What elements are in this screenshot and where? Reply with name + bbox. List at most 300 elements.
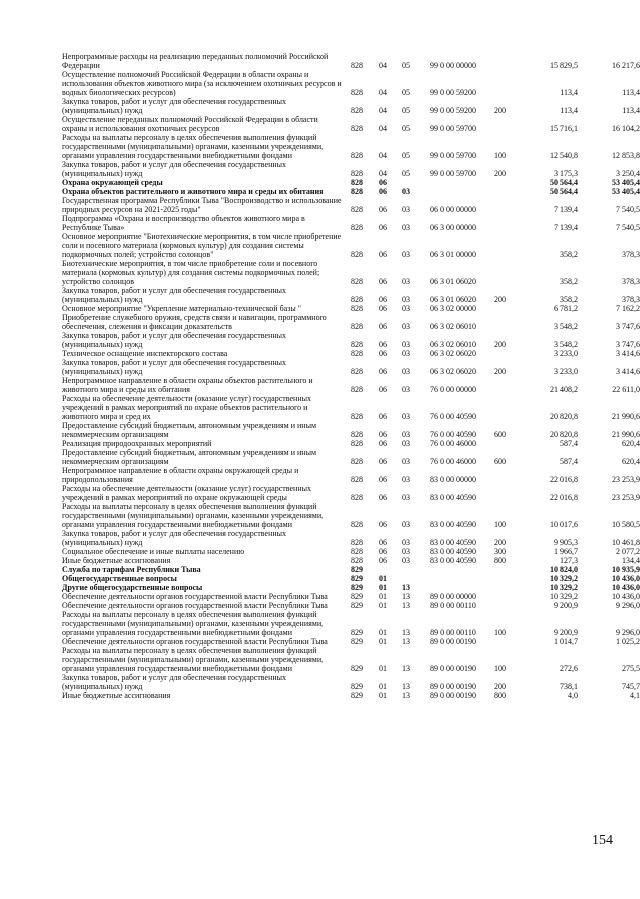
row-amount-year1: 22 016,8	[550, 493, 578, 502]
row-target-article: 89 0 00 00110	[430, 628, 476, 637]
row-admin-code: 829	[351, 628, 363, 637]
row-expense-type	[488, 187, 512, 196]
row-section: 06	[379, 367, 387, 376]
row-subsection: 03	[402, 223, 410, 232]
row-section: 06	[379, 277, 387, 286]
row-subsection: 03	[402, 493, 410, 502]
row-expense-type: 300	[494, 547, 506, 556]
row-amount-year1: 272,6	[560, 664, 578, 673]
row-section: 06	[379, 304, 387, 313]
table-row	[62, 448, 640, 466]
row-target-article: 06 3 01 06020	[430, 277, 476, 286]
row-name: Расходы на обеспечение деятельности (оказание услуг) государственных учреждений в рамках мероприятий по охране объектов растительного и животного мира и сред их	[62, 394, 311, 421]
row-amount-year2: 3 414,6	[616, 349, 640, 358]
row-amount-year2: 7 540,5	[616, 205, 640, 214]
row-amount-year1: 3 233,0	[554, 367, 578, 376]
row-expense-type	[488, 466, 512, 484]
row-admin-code: 828	[351, 340, 363, 349]
row-expense-type: 100	[494, 520, 506, 529]
row-amount-year2: 3 747,6	[616, 340, 640, 349]
table-row	[62, 565, 640, 574]
row-section: 06	[379, 340, 387, 349]
row-section: 04	[379, 106, 387, 115]
table-row	[62, 358, 640, 376]
row-admin-code: 829	[351, 601, 363, 610]
row-subsection: 05	[402, 124, 410, 133]
row-amount-year2: 3 414,6	[616, 367, 640, 376]
row-section: 01	[379, 628, 387, 637]
row-section: 01	[379, 583, 387, 592]
row-name: Непрограммное направление в области охраны окружающей среды и природопользования	[62, 466, 299, 484]
row-admin-code: 828	[351, 178, 363, 187]
row-target-article: 83 0 00 40590	[430, 547, 476, 556]
row-amount-year1: 10 017,6	[550, 520, 578, 529]
row-amount-year2: 620,4	[622, 439, 640, 448]
row-subsection: 03	[402, 340, 410, 349]
row-expense-type: 600	[494, 430, 506, 439]
row-section: 04	[379, 88, 387, 97]
table-row	[62, 421, 640, 439]
row-subsection: 13	[402, 637, 410, 646]
row-target-article: 06 3 02 06020	[430, 367, 476, 376]
budget-table	[62, 52, 640, 700]
row-admin-code: 828	[351, 547, 363, 556]
table-row	[62, 349, 640, 358]
row-subsection: 13	[402, 682, 410, 691]
row-section: 01	[379, 592, 387, 601]
row-expense-type	[488, 304, 512, 313]
row-amount-year1: 9 905,3	[554, 538, 578, 547]
row-admin-code: 828	[351, 295, 363, 304]
row-amount-year2: 3 250,4	[616, 169, 640, 178]
row-amount-year2: 620,4	[622, 457, 640, 466]
table-row	[62, 466, 640, 484]
row-target-article: 89 0 00 00190	[430, 637, 476, 646]
row-admin-code: 828	[351, 124, 363, 133]
row-expense-type: 200	[494, 106, 506, 115]
row-subsection: 13	[402, 592, 410, 601]
row-name: Основное мероприятие "Укрепление материально-технической базы "	[62, 304, 301, 313]
row-section: 06	[379, 547, 387, 556]
row-subsection: 05	[402, 88, 410, 97]
row-name: Охрана объектов растительного и животного мира и среды их обитания	[62, 187, 324, 196]
row-expense-type: 600	[494, 457, 506, 466]
row-name: Обеспечение деятельности органов государственной власти Республики Тыва	[62, 637, 328, 646]
row-amount-year1: 358,2	[560, 277, 578, 286]
row-admin-code: 828	[351, 538, 363, 547]
row-name: Общегосударственные вопросы	[62, 574, 177, 583]
row-amount-year1: 9 200,9	[554, 601, 578, 610]
table-row	[62, 583, 640, 592]
row-name: Реализация природоохранных мероприятий	[62, 439, 212, 448]
row-expense-type	[488, 601, 512, 610]
row-name: Приобретение служебного оружия, средств связи и навигации, программного обеспечения, слежения и фиксации доказательств	[62, 313, 327, 331]
row-name: Подпрограмма «Охрана и воспроизводство объектов животного мира в Республике Тыва»	[62, 214, 305, 232]
row-target-article: 06 3 02 00000	[430, 304, 476, 313]
row-admin-code: 828	[351, 520, 363, 529]
row-amount-year2: 745,7	[622, 682, 640, 691]
row-name: Предоставление субсидий бюджетным, автономным учреждениям и иным некоммерческим организациям	[62, 421, 317, 439]
row-amount-year1: 10 824,0	[550, 565, 578, 574]
row-name: Обеспечение деятельности органов государственной власти Республики Тыва	[62, 592, 328, 601]
row-section: 06	[379, 412, 387, 421]
row-expense-type	[488, 70, 512, 97]
row-amount-year1: 113,4	[560, 106, 578, 115]
row-subsection: 05	[402, 169, 410, 178]
table-row	[62, 556, 640, 565]
row-amount-year2: 4,1	[630, 691, 640, 700]
row-amount-year1: 22 016,8	[550, 475, 578, 484]
row-amount-year1: 1 014,7	[554, 637, 578, 646]
row-amount-year2: 113,4	[622, 88, 640, 97]
row-name: Осуществление переданных полномочий Российской Федерации в области охраны и использования охотничьих ресурсов	[62, 115, 318, 133]
row-expense-type	[488, 394, 512, 421]
row-amount-year1: 50 564,4	[550, 187, 578, 196]
row-section: 06	[379, 439, 387, 448]
row-subsection: 03	[402, 187, 410, 196]
table-row	[62, 376, 640, 394]
row-expense-type	[488, 115, 512, 133]
budget-table-body	[62, 52, 640, 700]
row-subsection: 03	[402, 322, 410, 331]
row-name: Обеспечение деятельности органов государственной власти Республики Тыва	[62, 601, 328, 610]
row-admin-code: 828	[351, 457, 363, 466]
row-target-article	[418, 574, 488, 583]
row-expense-type	[488, 592, 512, 601]
row-target-article: 06 3 01 00000	[430, 250, 476, 259]
row-admin-code: 828	[351, 169, 363, 178]
row-amount-year2: 113,4	[622, 106, 640, 115]
row-amount-year1: 358,2	[560, 295, 578, 304]
row-admin-code: 828	[351, 493, 363, 502]
row-amount-year2: 12 853,8	[612, 151, 640, 160]
table-row	[62, 232, 640, 259]
row-admin-code: 828	[351, 475, 363, 484]
row-target-article: 76 0 00 40590	[430, 430, 476, 439]
row-admin-code: 828	[351, 412, 363, 421]
row-target-article: 83 0 00 40590	[430, 493, 476, 502]
row-name: Биотехнические мероприятия, в том числе приобретение соли и посевного материала (кормовых культур) для создания системы подкормочных полей; устройство солонцов	[62, 259, 320, 286]
row-expense-type	[488, 574, 512, 583]
table-row	[62, 529, 640, 547]
row-section: 06	[379, 178, 387, 187]
row-name: Закупка товаров, работ и услуг для обеспечения государственных (муниципальных) нужд	[62, 673, 287, 691]
table-row	[62, 673, 640, 691]
row-expense-type: 100	[494, 151, 506, 160]
row-amount-year1: 7 139,4	[554, 205, 578, 214]
row-expense-type: 200	[494, 295, 506, 304]
row-expense-type: 200	[494, 682, 506, 691]
row-amount-year1: 3 548,2	[554, 322, 578, 331]
table-row	[62, 691, 640, 700]
row-admin-code: 828	[351, 223, 363, 232]
row-admin-code: 828	[351, 277, 363, 286]
row-amount-year2: 16 104,2	[612, 124, 640, 133]
table-row	[62, 160, 640, 178]
row-target-article: 76 0 00 46000	[430, 457, 476, 466]
row-section: 06	[379, 223, 387, 232]
row-amount-year1: 587,4	[560, 439, 578, 448]
row-amount-year1: 127,3	[560, 556, 578, 565]
row-section: 06	[379, 475, 387, 484]
row-amount-year2: 9 296,0	[616, 601, 640, 610]
table-row	[62, 313, 640, 331]
row-section: 01	[379, 682, 387, 691]
row-expense-type	[488, 376, 512, 394]
row-section: 06	[379, 295, 387, 304]
row-admin-code: 828	[351, 439, 363, 448]
table-row	[62, 259, 640, 286]
row-admin-code: 829	[351, 592, 363, 601]
row-subsection: 03	[402, 295, 410, 304]
table-row	[62, 286, 640, 304]
row-target-article	[418, 178, 488, 187]
row-target-article: 83 0 00 40590	[430, 520, 476, 529]
row-amount-year2: 22 611,0	[612, 385, 640, 394]
table-row	[62, 70, 640, 97]
row-admin-code: 828	[351, 304, 363, 313]
row-amount-year2: 21 990,6	[612, 412, 640, 421]
row-target-article: 99 0 00 59200	[430, 88, 476, 97]
row-admin-code: 828	[351, 88, 363, 97]
row-amount-year1: 7 139,4	[554, 223, 578, 232]
row-subsection: 03	[402, 349, 410, 358]
table-row	[62, 331, 640, 349]
row-target-article: 89 0 00 00110	[430, 601, 476, 610]
row-amount-year1: 738,1	[560, 682, 578, 691]
row-amount-year2: 16 217,6	[612, 61, 640, 70]
row-amount-year2: 134,4	[622, 556, 640, 565]
row-amount-year2: 21 990,6	[612, 430, 640, 439]
row-subsection: 13	[402, 601, 410, 610]
row-subsection: 03	[402, 556, 410, 565]
row-amount-year2: 10 935,9	[612, 565, 640, 574]
row-section: 06	[379, 493, 387, 502]
row-target-article	[418, 583, 488, 592]
row-subsection: 03	[402, 250, 410, 259]
table-row	[62, 502, 640, 529]
row-amount-year2: 7 540,5	[616, 223, 640, 232]
row-target-article: 89 0 00 00190	[430, 664, 476, 673]
row-admin-code: 828	[351, 187, 363, 196]
row-name: Служба по тарифам Республики Тыва	[62, 565, 201, 574]
row-name: Государственная программа Республики Тыва "Воспроизводство и использование природных ресурсов на 2021-2025 годы"	[62, 196, 342, 214]
row-name: Закупка товаров, работ и услуг для обеспечения государственных (муниципальных) нужд	[62, 529, 287, 547]
row-name: Закупка товаров, работ и услуг для обеспечения государственных (муниципальных) нужд	[62, 97, 287, 115]
row-amount-year1: 15 716,1	[550, 124, 578, 133]
row-target-article: 89 0 00 00190	[430, 691, 476, 700]
row-section: 01	[379, 574, 387, 583]
row-subsection: 03	[402, 457, 410, 466]
row-amount-year2: 378,3	[622, 277, 640, 286]
row-amount-year1: 6 781,2	[554, 304, 578, 313]
row-subsection: 03	[402, 430, 410, 439]
row-subsection: 13	[402, 628, 410, 637]
row-amount-year1: 9 200,9	[554, 628, 578, 637]
row-subsection: 05	[402, 106, 410, 115]
row-expense-type	[488, 52, 512, 70]
row-expense-type: 800	[494, 556, 506, 565]
row-admin-code: 828	[351, 205, 363, 214]
page-number: 154	[592, 833, 613, 848]
row-target-article: 76 0 00 00000	[430, 385, 476, 394]
row-expense-type	[488, 583, 512, 592]
row-subsection: 03	[402, 538, 410, 547]
row-subsection: 05	[402, 151, 410, 160]
table-row	[62, 601, 640, 610]
row-target-article: 06 3 01 06020	[430, 295, 476, 304]
row-expense-type: 800	[494, 691, 506, 700]
row-admin-code: 828	[351, 367, 363, 376]
table-row	[62, 115, 640, 133]
row-subsection: 13	[402, 691, 410, 700]
row-target-article: 06 3 02 06010	[430, 340, 476, 349]
row-amount-year2: 378,3	[622, 250, 640, 259]
row-amount-year2: 10 580,5	[612, 520, 640, 529]
row-subsection	[394, 574, 418, 583]
row-amount-year1: 587,4	[560, 457, 578, 466]
row-target-article: 76 0 00 40590	[430, 412, 476, 421]
row-amount-year2: 7 162,2	[616, 304, 640, 313]
row-amount-year2: 378,3	[622, 295, 640, 304]
row-amount-year1: 3 175,3	[554, 169, 578, 178]
row-section: 06	[379, 457, 387, 466]
row-expense-type	[488, 232, 512, 259]
row-admin-code: 828	[351, 61, 363, 70]
row-subsection: 03	[402, 412, 410, 421]
table-row	[62, 439, 640, 448]
row-amount-year1: 4,0	[568, 691, 578, 700]
row-target-article: 83 0 00 00000	[430, 475, 476, 484]
row-name: Непрограммное направление в области охраны объектов растительного и животного мира и среды их обитания	[62, 376, 313, 394]
row-subsection: 05	[402, 61, 410, 70]
row-target-article: 89 0 00 00190	[430, 682, 476, 691]
row-subsection: 03	[402, 520, 410, 529]
row-amount-year2: 53 405,4	[612, 187, 640, 196]
row-subsection: 03	[402, 385, 410, 394]
row-admin-code: 828	[351, 106, 363, 115]
table-row	[62, 637, 640, 646]
row-subsection: 03	[402, 367, 410, 376]
row-amount-year1: 10 329,2	[550, 574, 578, 583]
row-expense-type	[488, 439, 512, 448]
row-expense-type	[488, 484, 512, 502]
row-section: 04	[379, 169, 387, 178]
table-row	[62, 97, 640, 115]
row-section: 06	[379, 250, 387, 259]
row-section: 06	[379, 385, 387, 394]
row-amount-year1: 3 548,2	[554, 340, 578, 349]
row-target-article: 99 0 00 59700	[430, 169, 476, 178]
table-row	[62, 214, 640, 232]
row-section: 04	[379, 61, 387, 70]
row-admin-code: 829	[351, 583, 363, 592]
table-row	[62, 592, 640, 601]
row-section: 06	[379, 520, 387, 529]
row-admin-code: 828	[351, 322, 363, 331]
row-amount-year1: 20 820,8	[550, 412, 578, 421]
row-expense-type: 200	[494, 538, 506, 547]
row-name: Закупка товаров, работ и услуг для обеспечения государственных (муниципальных) нужд	[62, 358, 287, 376]
row-name: Расходы на выплаты персоналу в целях обеспечения выполнения функций государственными (муниципальными) органами, казенными учреждениями, органами управления государственными внебюджетными фондами	[62, 502, 324, 529]
row-section: 06	[379, 349, 387, 358]
row-target-article: 06 3 00 00000	[430, 223, 476, 232]
row-amount-year1: 113,4	[560, 88, 578, 97]
row-name: Другие общегосударственные вопросы	[62, 583, 203, 592]
row-expense-type	[488, 259, 512, 286]
row-name: Техническое оснащение инспекторского состава	[62, 349, 228, 358]
row-target-article: 06 3 02 06020	[430, 349, 476, 358]
row-expense-type	[488, 178, 512, 187]
row-amount-year1: 3 233,0	[554, 349, 578, 358]
row-amount-year2: 23 253,9	[612, 493, 640, 502]
row-expense-type	[488, 214, 512, 232]
row-expense-type: 200	[494, 367, 506, 376]
row-amount-year2: 1 025,2	[616, 637, 640, 646]
row-amount-year1: 10 329,2	[550, 583, 578, 592]
row-section: 01	[379, 637, 387, 646]
row-expense-type: 100	[494, 628, 506, 637]
row-amount-year2: 10 436,0	[612, 583, 640, 592]
row-amount-year2: 9 296,0	[616, 628, 640, 637]
table-row	[62, 394, 640, 421]
row-admin-code: 828	[351, 430, 363, 439]
row-amount-year1: 1 966,7	[554, 547, 578, 556]
row-admin-code: 829	[351, 574, 363, 583]
row-section	[372, 565, 394, 574]
row-name: Расходы на выплаты персоналу в целях обеспечения выполнения функций государственными (муниципальными) органами, казенными учреждениями, органами управления государственными внебюджетными фондами	[62, 133, 324, 160]
row-section: 06	[379, 322, 387, 331]
table-row	[62, 52, 640, 70]
row-admin-code: 829	[351, 691, 363, 700]
table-row	[62, 304, 640, 313]
table-row	[62, 574, 640, 583]
row-amount-year2: 10 436,0	[612, 574, 640, 583]
row-section: 04	[379, 124, 387, 133]
row-amount-year2: 53 405,4	[612, 178, 640, 187]
row-subsection: 03	[402, 277, 410, 286]
row-admin-code: 828	[351, 349, 363, 358]
row-target-article	[418, 565, 488, 574]
table-row	[62, 484, 640, 502]
row-name: Расходы на выплаты персоналу в целях обеспечения выполнения функций государственными (муниципальными) органами, казенными учреждениями, органами управления государственными внебюджетными фондами	[62, 610, 324, 637]
row-subsection: 03	[402, 205, 410, 214]
row-subsection	[394, 565, 418, 574]
row-section: 04	[379, 151, 387, 160]
row-expense-type	[488, 637, 512, 646]
row-amount-year1: 50 564,4	[550, 178, 578, 187]
row-expense-type: 200	[494, 340, 506, 349]
row-target-article: 99 0 00 59700	[430, 151, 476, 160]
row-name: Осуществление полномочий Российской Федерации в области охраны и использования объектов животного мира (за исключением охотничьих ресурсов и водных биологических ресурсов)	[62, 70, 342, 97]
row-expense-type: 200	[494, 169, 506, 178]
row-expense-type	[488, 196, 512, 214]
row-section: 06	[379, 205, 387, 214]
row-section: 01	[379, 664, 387, 673]
row-section: 06	[379, 187, 387, 196]
row-expense-type	[488, 565, 512, 574]
row-target-article: 83 0 00 40590	[430, 556, 476, 565]
table-row	[62, 646, 640, 673]
table-row	[62, 178, 640, 187]
row-admin-code: 828	[351, 385, 363, 394]
table-row	[62, 196, 640, 214]
table-row	[62, 133, 640, 160]
row-admin-code: 829	[351, 565, 363, 574]
row-section: 06	[379, 538, 387, 547]
table-row	[62, 187, 640, 196]
row-subsection: 03	[402, 304, 410, 313]
